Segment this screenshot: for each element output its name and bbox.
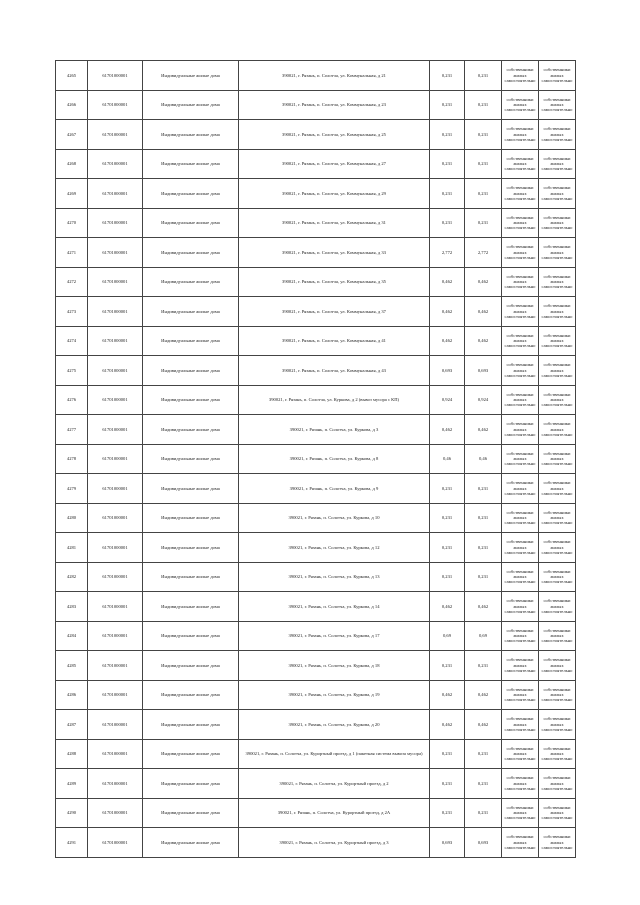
volume-value-cell: 0,462 [430, 680, 465, 710]
address-cell: 390021, г. Рязань, п. Солотча, ул. Куркова, д 3 [239, 415, 430, 445]
object-type-cell: Индивидуальные жилые дома [143, 415, 239, 445]
volume-value-cell: 0,924 [430, 385, 465, 415]
volume-value-cell: 0,231 [430, 208, 465, 238]
owner-note-cell: собственники жилых самостоятельно [502, 651, 539, 681]
table-row [56, 385, 576, 415]
table-row [56, 710, 576, 740]
volume-value-cell: 0,231 [430, 533, 465, 563]
row-number-cell: 4280 [56, 503, 88, 533]
row-number-cell: 4277 [56, 415, 88, 445]
owner-note-2-cell: собственники жилых самостоятельно [539, 415, 576, 445]
volume-value-cell: 0,231 [430, 149, 465, 179]
volume-value-2-cell: 0,462 [465, 326, 502, 356]
row-number-cell: 4275 [56, 356, 88, 386]
table-row [56, 415, 576, 445]
object-type-cell: Индивидуальные жилые дома [143, 90, 239, 120]
table-row [56, 90, 576, 120]
row-number-cell: 4286 [56, 680, 88, 710]
row-number-cell: 4269 [56, 179, 88, 209]
register-table [55, 60, 576, 858]
address-cell: 390021, г. Рязань, п. Солотча, ул. Коммунальная, д 33 [239, 238, 430, 268]
owner-note-2-cell: собственники жилых самостоятельно [539, 385, 576, 415]
oktmo-code-cell: 61701000001 [88, 120, 143, 150]
address-cell: 390021, г. Рязань, п. Солотча, ул. Куркова, д 9 [239, 474, 430, 504]
address-cell: 390021, г. Рязань, п. Солотча, ул. Куркова, д 13 [239, 562, 430, 592]
owner-note-cell: собственники жилых самостоятельно [502, 90, 539, 120]
address-cell: 390021, г. Рязань, п. Солотча, ул. Куркова, д 2 (вывоз мусора с КП) [239, 385, 430, 415]
oktmo-code-cell: 61701000001 [88, 533, 143, 563]
volume-value-cell: 0,231 [430, 739, 465, 769]
object-type-cell: Индивидуальные жилые дома [143, 385, 239, 415]
owner-note-2-cell: собственники жилых самостоятельно [539, 356, 576, 386]
object-type-cell: Индивидуальные жилые дома [143, 503, 239, 533]
owner-note-2-cell: собственники жилых самостоятельно [539, 120, 576, 150]
oktmo-code-cell: 61701000001 [88, 149, 143, 179]
table-row [56, 621, 576, 651]
object-type-cell: Индивидуальные жилые дома [143, 651, 239, 681]
volume-value-2-cell: 0,693 [465, 356, 502, 386]
table-row [56, 769, 576, 799]
row-number-cell: 4281 [56, 533, 88, 563]
volume-value-2-cell: 0,231 [465, 474, 502, 504]
volume-value-2-cell: 0,231 [465, 798, 502, 828]
object-type-cell: Индивидуальные жилые дома [143, 326, 239, 356]
table-row [56, 828, 576, 858]
owner-note-2-cell: собственники жилых самостоятельно [539, 61, 576, 91]
volume-value-cell: 0,231 [430, 120, 465, 150]
volume-value-cell: 0,231 [430, 61, 465, 91]
owner-note-2-cell: собственники жилых самостоятельно [539, 651, 576, 681]
owner-note-2-cell: собственники жилых самостоятельно [539, 179, 576, 209]
oktmo-code-cell: 61701000001 [88, 61, 143, 91]
oktmo-code-cell: 61701000001 [88, 798, 143, 828]
object-type-cell: Индивидуальные жилые дома [143, 297, 239, 327]
owner-note-cell: собственники жилых самостоятельно [502, 503, 539, 533]
oktmo-code-cell: 61701000001 [88, 238, 143, 268]
oktmo-code-cell: 61701000001 [88, 503, 143, 533]
volume-value-2-cell: 0,462 [465, 267, 502, 297]
table-body [56, 61, 576, 858]
owner-note-cell: собственники жилых самостоятельно [502, 415, 539, 445]
row-number-cell: 4284 [56, 621, 88, 651]
address-cell: 390021, г. Рязань, п. Солотча, ул. Коммунальная, д 23 [239, 90, 430, 120]
oktmo-code-cell: 61701000001 [88, 297, 143, 327]
volume-value-2-cell: 0,231 [465, 739, 502, 769]
owner-note-cell: собственники жилых самостоятельно [502, 444, 539, 474]
oktmo-code-cell: 61701000001 [88, 562, 143, 592]
owner-note-2-cell: собственники жилых самостоятельно [539, 208, 576, 238]
row-number-cell: 4265 [56, 61, 88, 91]
volume-value-cell: 0,231 [430, 179, 465, 209]
owner-note-cell: собственники жилых самостоятельно [502, 710, 539, 740]
oktmo-code-cell: 61701000001 [88, 710, 143, 740]
volume-value-2-cell: 0,231 [465, 120, 502, 150]
address-cell: 390021, г. Рязань, п. Солотча, ул. Коммунальная, д 41 [239, 326, 430, 356]
oktmo-code-cell: 61701000001 [88, 828, 143, 858]
object-type-cell: Индивидуальные жилые дома [143, 149, 239, 179]
row-number-cell: 4282 [56, 562, 88, 592]
owner-note-2-cell: собственники жилых самостоятельно [539, 149, 576, 179]
owner-note-cell: собственники жилых самостоятельно [502, 474, 539, 504]
row-number-cell: 4288 [56, 739, 88, 769]
owner-note-cell: собственники жилых самостоятельно [502, 61, 539, 91]
owner-note-2-cell: собственники жилых самостоятельно [539, 739, 576, 769]
volume-value-2-cell: 0,462 [465, 415, 502, 445]
volume-value-2-cell: 0,69 [465, 621, 502, 651]
volume-value-2-cell: 0,231 [465, 179, 502, 209]
address-cell: 390021, г. Рязань, п. Солотча, ул. Куркова, д 8 [239, 444, 430, 474]
table-row [56, 503, 576, 533]
oktmo-code-cell: 61701000001 [88, 415, 143, 445]
volume-value-cell: 0,231 [430, 769, 465, 799]
volume-value-cell: 0,231 [430, 474, 465, 504]
table-row [56, 562, 576, 592]
owner-note-cell: собственники жилых самостоятельно [502, 739, 539, 769]
volume-value-cell: 0,462 [430, 592, 465, 622]
address-cell: 390021, г. Рязань, п. Солотча, ул. Коммунальная, д 43 [239, 356, 430, 386]
owner-note-cell: собственники жилых самостоятельно [502, 828, 539, 858]
table-row [56, 149, 576, 179]
oktmo-code-cell: 61701000001 [88, 208, 143, 238]
object-type-cell: Индивидуальные жилые дома [143, 710, 239, 740]
volume-value-2-cell: 0,231 [465, 208, 502, 238]
volume-value-2-cell: 0,231 [465, 651, 502, 681]
object-type-cell: Индивидуальные жилые дома [143, 798, 239, 828]
address-cell: 390021, г. Рязань, п. Солотча, ул. Коммунальная, д 37 [239, 297, 430, 327]
volume-value-cell: 0,231 [430, 503, 465, 533]
row-number-cell: 4274 [56, 326, 88, 356]
oktmo-code-cell: 61701000001 [88, 90, 143, 120]
owner-note-cell: собственники жилых самостоятельно [502, 297, 539, 327]
volume-value-2-cell: 0,46 [465, 444, 502, 474]
volume-value-cell: 0,231 [430, 798, 465, 828]
table-row [56, 297, 576, 327]
oktmo-code-cell: 61701000001 [88, 474, 143, 504]
owner-note-cell: собственники жилых самостоятельно [502, 120, 539, 150]
row-number-cell: 4272 [56, 267, 88, 297]
row-number-cell: 4287 [56, 710, 88, 740]
volume-value-cell: 2,772 [430, 238, 465, 268]
address-cell: 390021, г. Рязань, п. Солотча, ул. Коммунальная, д 35 [239, 267, 430, 297]
address-cell: 390021, г. Рязань, п. Солотча, ул. Коммунальная, д 27 [239, 149, 430, 179]
volume-value-cell: 0,462 [430, 710, 465, 740]
address-cell: 390021, г. Рязань, п. Солотча, ул. Куркова, д 17 [239, 621, 430, 651]
address-cell: 390021, г. Рязань, п. Солотча, ул. Куркова, д 20 [239, 710, 430, 740]
table-row [56, 238, 576, 268]
address-cell: 390021, г. Рязань, п. Солотча, ул. Куркова, д 19 [239, 680, 430, 710]
oktmo-code-cell: 61701000001 [88, 267, 143, 297]
volume-value-2-cell: 0,231 [465, 562, 502, 592]
volume-value-2-cell: 0,462 [465, 297, 502, 327]
row-number-cell: 4285 [56, 651, 88, 681]
table-row [56, 120, 576, 150]
row-number-cell: 4290 [56, 798, 88, 828]
owner-note-cell: собственники жилых самостоятельно [502, 533, 539, 563]
address-cell: 390021, г. Рязань, п. Солотча, ул. Коммунальная, д 29 [239, 179, 430, 209]
object-type-cell: Индивидуальные жилые дома [143, 179, 239, 209]
volume-value-cell: 0,231 [430, 651, 465, 681]
volume-value-cell: 0,231 [430, 90, 465, 120]
row-number-cell: 4278 [56, 444, 88, 474]
volume-value-cell: 0,462 [430, 326, 465, 356]
owner-note-cell: собственники жилых самостоятельно [502, 267, 539, 297]
address-cell: 390021, г. Рязань, п. Солотча, ул. Курортный проезд, д 3 [239, 828, 430, 858]
owner-note-2-cell: собственники жилых самостоятельно [539, 326, 576, 356]
owner-note-cell: собственники жилых самостоятельно [502, 208, 539, 238]
owner-note-cell: собственники жилых самостоятельно [502, 769, 539, 799]
owner-note-2-cell: собственники жилых самостоятельно [539, 798, 576, 828]
owner-note-2-cell: собственники жилых самостоятельно [539, 769, 576, 799]
address-cell: 390021, г. Рязань, п. Солотча, ул. Куркова, д 10 [239, 503, 430, 533]
owner-note-cell: собственники жилых самостоятельно [502, 385, 539, 415]
volume-value-2-cell: 0,231 [465, 533, 502, 563]
oktmo-code-cell: 61701000001 [88, 651, 143, 681]
address-cell: 390021, г. Рязань, п. Солотча, ул. Курортный проезд, д 2А [239, 798, 430, 828]
volume-value-cell: 0,69 [430, 621, 465, 651]
owner-note-2-cell: собственники жилых самостоятельно [539, 562, 576, 592]
object-type-cell: Индивидуальные жилые дома [143, 739, 239, 769]
volume-value-2-cell: 2,772 [465, 238, 502, 268]
row-number-cell: 4279 [56, 474, 88, 504]
oktmo-code-cell: 61701000001 [88, 680, 143, 710]
table-row [56, 474, 576, 504]
row-number-cell: 4276 [56, 385, 88, 415]
table-row [56, 326, 576, 356]
row-number-cell: 4271 [56, 238, 88, 268]
object-type-cell: Индивидуальные жилые дома [143, 61, 239, 91]
row-number-cell: 4266 [56, 90, 88, 120]
owner-note-cell: собственники жилых самостоятельно [502, 562, 539, 592]
row-number-cell: 4267 [56, 120, 88, 150]
table-row [56, 208, 576, 238]
volume-value-2-cell: 0,462 [465, 710, 502, 740]
oktmo-code-cell: 61701000001 [88, 385, 143, 415]
object-type-cell: Индивидуальные жилые дома [143, 474, 239, 504]
volume-value-2-cell: 0,231 [465, 769, 502, 799]
volume-value-cell: 0,46 [430, 444, 465, 474]
owner-note-cell: собственники жилых самостоятельно [502, 326, 539, 356]
volume-value-2-cell: 0,231 [465, 503, 502, 533]
owner-note-2-cell: собственники жилых самостоятельно [539, 474, 576, 504]
address-cell: 390021, г. Рязань, п. Солотча, ул. Коммунальная, д 21 [239, 61, 430, 91]
address-cell: 390021, г. Рязань, п. Солотча, ул. Курортный проезд, д 1 (пакетная система вывоза мусора) [239, 739, 430, 769]
address-cell: 390021, г. Рязань, п. Солотча, ул. Коммунальная, д 25 [239, 120, 430, 150]
oktmo-code-cell: 61701000001 [88, 356, 143, 386]
table-row [56, 267, 576, 297]
object-type-cell: Индивидуальные жилые дома [143, 769, 239, 799]
owner-note-2-cell: собственники жилых самостоятельно [539, 710, 576, 740]
object-type-cell: Индивидуальные жилые дома [143, 828, 239, 858]
object-type-cell: Индивидуальные жилые дома [143, 120, 239, 150]
table-row [56, 592, 576, 622]
owner-note-2-cell: собственники жилых самостоятельно [539, 297, 576, 327]
volume-value-cell: 0,462 [430, 267, 465, 297]
volume-value-cell: 0,462 [430, 415, 465, 445]
owner-note-2-cell: собственники жилых самостоятельно [539, 238, 576, 268]
oktmo-code-cell: 61701000001 [88, 739, 143, 769]
object-type-cell: Индивидуальные жилые дома [143, 680, 239, 710]
row-number-cell: 4283 [56, 592, 88, 622]
owner-note-cell: собственники жилых самостоятельно [502, 680, 539, 710]
owner-note-2-cell: собственники жилых самостоятельно [539, 680, 576, 710]
object-type-cell: Индивидуальные жилые дома [143, 621, 239, 651]
volume-value-cell: 0,231 [430, 562, 465, 592]
object-type-cell: Индивидуальные жилые дома [143, 444, 239, 474]
address-cell: 390021, г. Рязань, п. Солотча, ул. Куркова, д 12 [239, 533, 430, 563]
object-type-cell: Индивидуальные жилые дома [143, 238, 239, 268]
volume-value-cell: 0,462 [430, 297, 465, 327]
volume-value-2-cell: 0,231 [465, 149, 502, 179]
table-row [56, 651, 576, 681]
volume-value-2-cell: 0,231 [465, 61, 502, 91]
owner-note-cell: собственники жилых самостоятельно [502, 179, 539, 209]
table-row [56, 739, 576, 769]
table-row [56, 444, 576, 474]
owner-note-2-cell: собственники жилых самостоятельно [539, 90, 576, 120]
object-type-cell: Индивидуальные жилые дома [143, 562, 239, 592]
owner-note-cell: собственники жилых самостоятельно [502, 356, 539, 386]
row-number-cell: 4273 [56, 297, 88, 327]
volume-value-2-cell: 0,924 [465, 385, 502, 415]
owner-note-cell: собственники жилых самостоятельно [502, 238, 539, 268]
volume-value-cell: 0,693 [430, 828, 465, 858]
owner-note-cell: собственники жилых самостоятельно [502, 149, 539, 179]
volume-value-cell: 0,693 [430, 356, 465, 386]
object-type-cell: Индивидуальные жилые дома [143, 356, 239, 386]
owner-note-cell: собственники жилых самостоятельно [502, 798, 539, 828]
oktmo-code-cell: 61701000001 [88, 592, 143, 622]
owner-note-cell: собственники жилых самостоятельно [502, 621, 539, 651]
owner-note-2-cell: собственники жилых самостоятельно [539, 621, 576, 651]
owner-note-2-cell: собственники жилых самостоятельно [539, 267, 576, 297]
volume-value-2-cell: 0,462 [465, 680, 502, 710]
table-row [56, 179, 576, 209]
row-number-cell: 4289 [56, 769, 88, 799]
owner-note-2-cell: собственники жилых самостоятельно [539, 444, 576, 474]
object-type-cell: Индивидуальные жилые дома [143, 208, 239, 238]
row-number-cell: 4291 [56, 828, 88, 858]
object-type-cell: Индивидуальные жилые дома [143, 533, 239, 563]
oktmo-code-cell: 61701000001 [88, 444, 143, 474]
address-cell: 390021, г. Рязань, п. Солотча, ул. Куркова, д 18 [239, 651, 430, 681]
volume-value-2-cell: 0,462 [465, 592, 502, 622]
volume-value-2-cell: 0,693 [465, 828, 502, 858]
address-cell: 390021, г. Рязань, п. Солотча, ул. Курортный проезд, д 2 [239, 769, 430, 799]
owner-note-2-cell: собственники жилых самостоятельно [539, 533, 576, 563]
row-number-cell: 4268 [56, 149, 88, 179]
volume-value-2-cell: 0,231 [465, 90, 502, 120]
owner-note-2-cell: собственники жилых самостоятельно [539, 828, 576, 858]
object-type-cell: Индивидуальные жилые дома [143, 267, 239, 297]
table-row [56, 356, 576, 386]
oktmo-code-cell: 61701000001 [88, 326, 143, 356]
table-row [56, 680, 576, 710]
address-cell: 390021, г. Рязань, п. Солотча, ул. Куркова, д 14 [239, 592, 430, 622]
table-row [56, 61, 576, 91]
oktmo-code-cell: 61701000001 [88, 769, 143, 799]
table-row [56, 533, 576, 563]
owner-note-cell: собственники жилых самостоятельно [502, 592, 539, 622]
owner-note-2-cell: собственники жилых самостоятельно [539, 503, 576, 533]
row-number-cell: 4270 [56, 208, 88, 238]
owner-note-2-cell: собственники жилых самостоятельно [539, 592, 576, 622]
table-row [56, 798, 576, 828]
oktmo-code-cell: 61701000001 [88, 621, 143, 651]
address-cell: 390021, г. Рязань, п. Солотча, ул. Коммунальная, д 31 [239, 208, 430, 238]
object-type-cell: Индивидуальные жилые дома [143, 592, 239, 622]
oktmo-code-cell: 61701000001 [88, 179, 143, 209]
